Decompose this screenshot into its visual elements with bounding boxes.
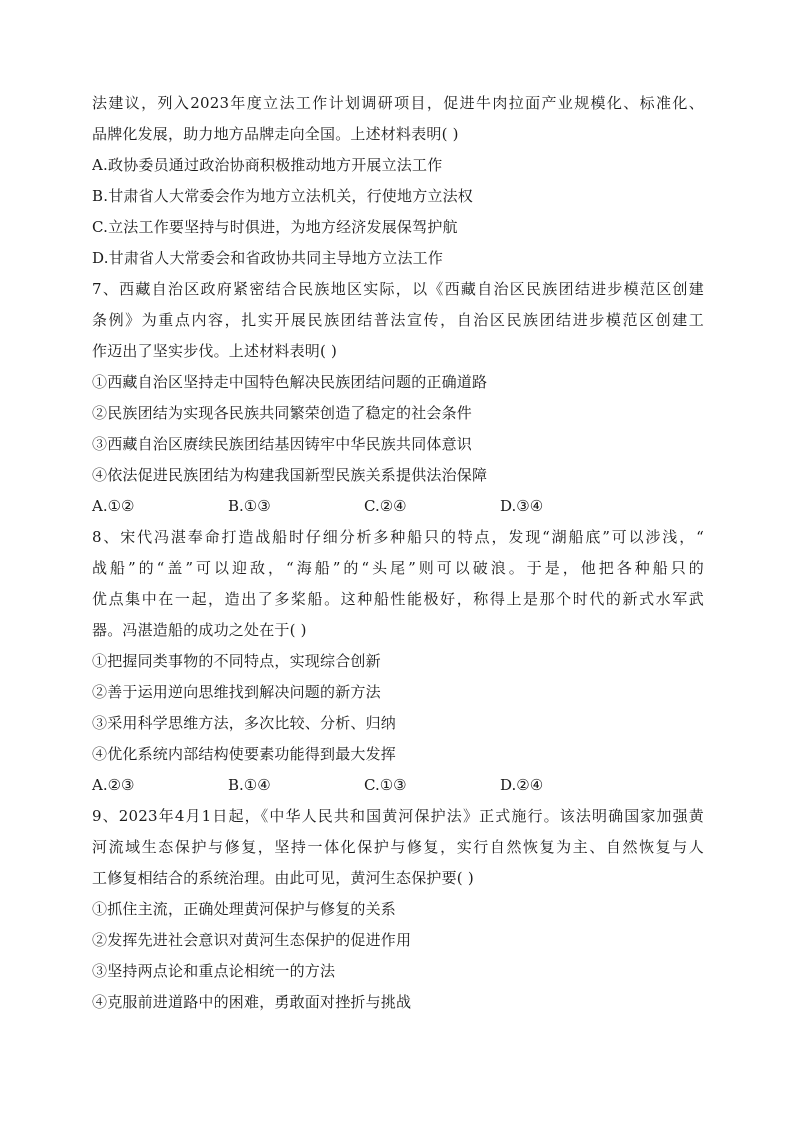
q7-choices: [92, 491, 704, 522]
q6-option-b: B.甘肃省人大常委会作为地方立法机关，行使地方立法权: [92, 187, 473, 205]
q7-statement-4: ④依法促进民族团结为构建我国新型民族关系提供法治保障: [92, 466, 488, 484]
q7-stem-line-2: 条例》为重点内容，扎实开展民族团结普法宣传，自治区民族团结进步模范区创建工: [92, 311, 704, 329]
q8-statement-2: ②善于运用逆向思维找到解决问题的新方法: [92, 683, 381, 701]
q7-statement-1: ①西藏自治区坚持走中国特色解决民族团结问题的正确道路: [92, 373, 488, 391]
document-content: [92, 88, 704, 1018]
q8-choice-b: B.①④: [228, 776, 271, 794]
q8-statement-1: ①把握同类事物的不同特点，实现综合创新: [92, 652, 381, 670]
q9-statement-3: ③坚持两点论和重点论相统一的方法: [92, 962, 336, 980]
q8-statement-3: ③采用科学思维方法，多次比较、分析、归纳: [92, 714, 397, 732]
q8-choice-c: C.①③: [364, 776, 407, 794]
q7-statement-3: ③西藏自治区赓续民族团结基因铸牢中华民族共同体意识: [92, 435, 473, 453]
q7-choice-b: B.①③: [228, 497, 271, 515]
q8-stem-line-1: 8、宋代冯湛奉命打造战船时仔细分析多种船只的特点，发现“湖船底”可以涉浅，“: [92, 528, 704, 546]
q9-stem-line-1: 9、2023年4月1日起，《中华人民共和国黄河保护法》正式施行。该法明确国家加强黄: [92, 807, 704, 825]
q7-statement-2: ②民族团结为实现各民族共同繁荣创造了稳定的社会条件: [92, 404, 473, 422]
q6-option-d: D.甘肃省人大常委会和省政协共同主导地方立法工作: [92, 249, 444, 267]
q9-stem-line-2: 河流域生态保护与修复，坚持一体化保护与修复，实行自然恢复为主、自然恢复与人: [92, 838, 704, 856]
q8-choices: [92, 770, 704, 801]
q7-stem-line-1: 7、西藏自治区政府紧密结合民族地区实际，以《西藏自治区民族团结进步模范区创建: [92, 280, 704, 298]
q8-choice-a: A.②③: [92, 776, 135, 794]
q7-stem-line-3: 作迈出了坚实步伐。上述材料表明( ): [92, 342, 338, 360]
q8-choice-d: D.②④: [500, 776, 544, 794]
q8-stem-line-2: 战船”的“盖”可以迎敌，“海船”的“头尾”则可以破浪。于是，他把各种船只的: [92, 559, 704, 577]
q7-choice-d: D.③④: [500, 497, 544, 515]
q8-stem-line-3: 优点集中在一起，造出了多桨船。这种船性能极好，称得上是那个时代的新式水军武: [92, 590, 704, 608]
q9-statement-1: ①抓住主流，正确处理黄河保护与修复的关系: [92, 900, 397, 918]
q8-stem-line-4: 器。冯湛造船的成功之处在于( ): [92, 621, 307, 639]
q6-option-a: A.政协委员通过政治协商积极推动地方开展立法工作: [92, 156, 443, 174]
q9-stem-line-3: 工修复相结合的系统治理。由此可见，黄河生态保护要( ): [92, 869, 474, 887]
q9-statement-2: ②发挥先进社会意识对黄河生态保护的促进作用: [92, 931, 412, 949]
q8-statement-4: ④优化系统内部结构使要素功能得到最大发挥: [92, 745, 397, 763]
q6-option-c: C.立法工作要坚持与时俱进，为地方经济发展保驾护航: [92, 218, 458, 236]
q6-stem-line-1: 法建议，列入2023年度立法工作计划调研项目，促进牛肉拉面产业规模化、标准化、: [92, 94, 704, 112]
q9-statement-4: ④克服前进道路中的困难，勇敢面对挫折与挑战: [92, 993, 412, 1011]
q7-choice-a: A.①②: [92, 497, 135, 515]
q6-stem-line-2: 品牌化发展，助力地方品牌走向全国。上述材料表明( ): [92, 125, 459, 143]
q7-choice-c: C.②④: [364, 497, 407, 515]
